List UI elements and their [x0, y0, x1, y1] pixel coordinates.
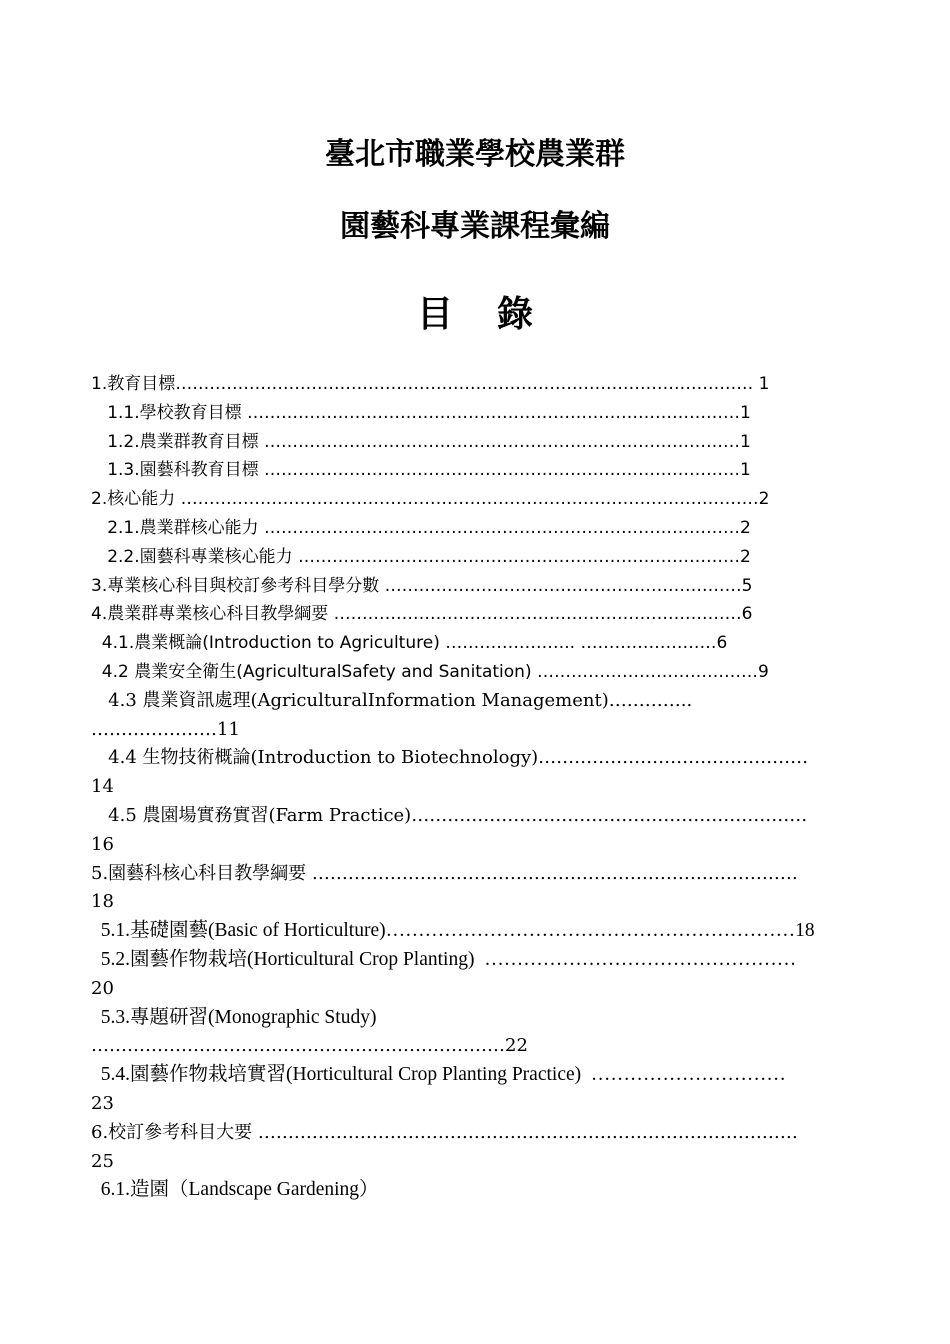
toc-entry-continuation: ……………………………………………………………22: [91, 1035, 528, 1057]
toc-entry-page-number: 20: [91, 977, 114, 999]
toc-entry[interactable]: 4.農業群專業核心科目教學綱要 ………………………………………………………………6: [91, 604, 753, 625]
document-subtitle: 園藝科專業課程彙編: [340, 209, 610, 244]
toc-entry[interactable]: 1.2.農業群教育目標 …………………………………………………………………………1: [91, 431, 751, 452]
toc-entry-page-number: 23: [91, 1092, 114, 1114]
toc-entry[interactable]: 4.2 農業安全衛生(AgriculturalSafety and Sanitation) …………………………………9: [91, 661, 769, 682]
toc-entry[interactable]: 6.1.造園（Landscape Gardening）: [91, 1179, 379, 1201]
toc-entry-continuation: …………………11: [91, 718, 240, 740]
toc-entry[interactable]: 5.1.基礎園藝(Basic of Horticulture)………………………………………………………18: [91, 920, 815, 942]
toc-entry[interactable]: 2.2.園藝科專業核心能力 ……………………………………………………………………2: [91, 546, 751, 567]
table-of-contents: [91, 370, 871, 1205]
toc-entry[interactable]: 4.4 生物技術概論(Introduction to Biotechnology)………………………………………: [91, 747, 809, 769]
toc-entry[interactable]: 3.專業核心科目與校訂參考科目學分數 ………………………………………………………5: [91, 575, 753, 596]
toc-entry[interactable]: 5.園藝科核心科目教學綱要 ………………………………………………………………………: [91, 862, 798, 884]
toc-entry[interactable]: 6.校訂參考科目大要 ………………………………………………………………………………: [91, 1121, 798, 1143]
toc-entry-page-number: 14: [91, 776, 114, 798]
toc-entry[interactable]: 5.2.園藝作物栽培(Horticultural Crop Planting) …………………………………………: [91, 948, 797, 970]
toc-entry[interactable]: 5.3.專題研習(Monographic Study): [91, 1006, 377, 1028]
toc-entry[interactable]: 4.1.農業概論(Introduction to Agriculture) ………………….. ……………………6: [91, 633, 728, 654]
toc-entry-page-number: 16: [91, 833, 114, 855]
toc-entry[interactable]: 5.4.園藝作物栽培實習(Horticultural Crop Planting Practice) …………………………: [91, 1064, 786, 1086]
document-title: 臺北市職業學校農業群: [325, 137, 625, 172]
toc-entry[interactable]: 4.3 農業資訊處理(AgriculturalInformation Management)…………..: [91, 689, 693, 711]
toc-entry-page-number: 18: [91, 891, 114, 913]
toc-entry[interactable]: 1.3.園藝科教育目標 …………………………………………………………………………1: [91, 460, 751, 481]
toc-entry[interactable]: 2.核心能力 …………………………………………………………………………………………2: [91, 489, 770, 510]
toc-entry[interactable]: 4.5 農園場實務實習(Farm Practice)…………………………………………………………: [91, 804, 808, 826]
toc-entry[interactable]: 1.教育目標………………………………………………………………………………………… 1: [91, 374, 770, 394]
toc-entry-page-number: 25: [91, 1150, 114, 1172]
toc-entry[interactable]: 1.1.學校教育目標 ……………………………………………………………………………1: [91, 402, 751, 423]
toc-entry[interactable]: 2.1.農業群核心能力 …………………………………………………………………………2: [91, 517, 751, 538]
toc-heading: 目錄: [416, 293, 577, 335]
